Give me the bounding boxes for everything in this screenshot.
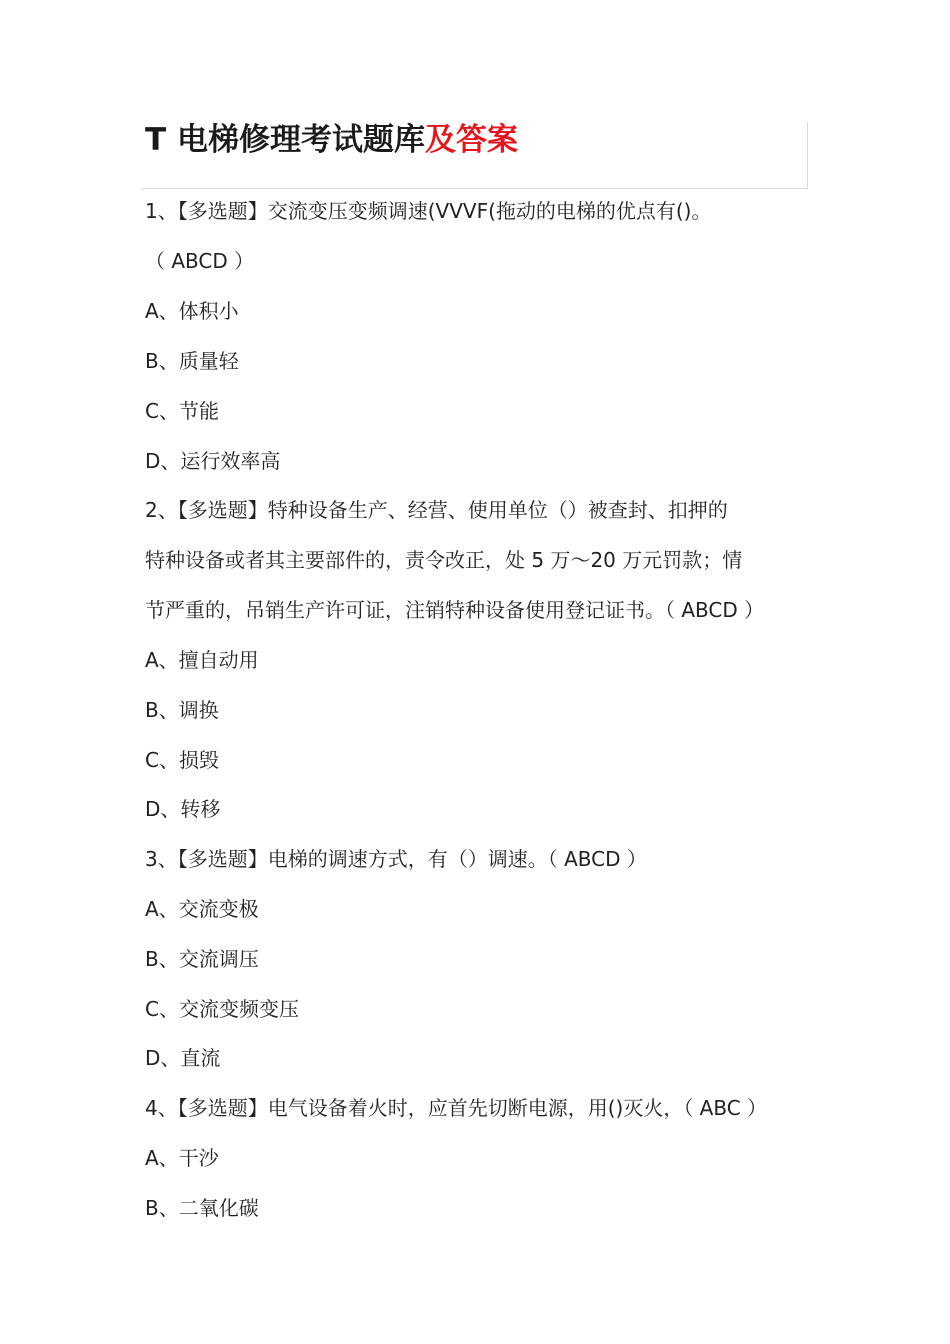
question-2-option-d: D、转移	[145, 797, 221, 821]
question-3-option-d: D、直流	[145, 1046, 221, 1070]
question-2-stem-line-3: 节严重的，吊销生产许可证，注销特种设备使用登记证书。（ ABCD ）	[145, 598, 765, 622]
page-title	[145, 114, 518, 159]
question-4-option-b: B、二氧化碳	[145, 1196, 259, 1220]
question-1-option-b: B、质量轻	[145, 349, 239, 373]
question-1-option-a: A、体积小	[145, 299, 239, 323]
question-2-stem-line-2: 特种设备或者其主要部件的，责令改正，处 5 万～20 万元罚款；情	[145, 548, 743, 572]
question-2-option-b: B、调换	[145, 698, 219, 722]
question-2-stem-line-1: 2、【多选题】特种设备生产、经营、使用单位（）被查封、扣押的	[145, 498, 728, 522]
question-3-option-c: C、交流变频变压	[145, 997, 299, 1021]
question-3-option-b: B、交流调压	[145, 947, 259, 971]
question-1-option-d: D、运行效率高	[145, 449, 281, 473]
question-4-option-a: A、干沙	[145, 1146, 219, 1170]
question-4-stem: 4、【多选题】电气设备着火时，应首先切断电源，用()灭火，（ ABC ）	[145, 1096, 768, 1120]
question-3-option-a: A、交流变极	[145, 897, 259, 921]
title-highlight: 及答案	[424, 122, 518, 158]
title-main: T 电梯修理考试题库	[145, 122, 425, 158]
question-1-stem: 1、【多选题】交流变压变频调速(VVVF(拖动的电梯的优点有()。	[145, 199, 712, 223]
question-2-option-c: C、损毁	[145, 748, 219, 772]
question-1-option-c: C、节能	[145, 399, 219, 423]
question-1-answer: （ ABCD ）	[145, 249, 255, 273]
question-2-option-a: A、擅自动用	[145, 648, 259, 672]
question-3-stem: 3、【多选题】电梯的调速方式，有（）调速。（ ABCD ）	[145, 847, 647, 871]
